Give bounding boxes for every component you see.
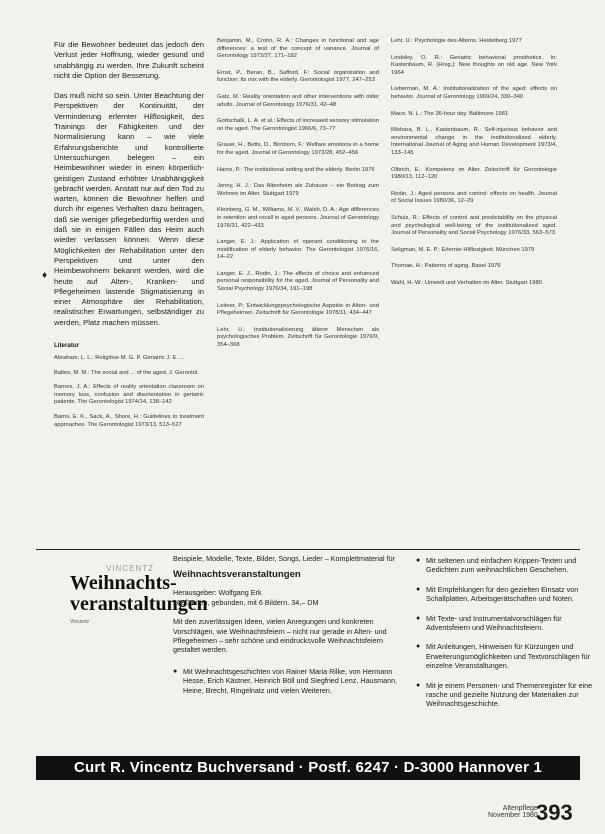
reference-entry: Jenny, H. J.: Das Altenheim als Zuhause – ein Beitrag zum Wohnen im Alter. Stuttgart 1979 bbox=[217, 183, 379, 197]
book-advertisement bbox=[36, 550, 593, 828]
reference-entry: Baltes, M. M.: The social and ... of the aged. J. Gerontol. bbox=[54, 369, 199, 376]
reference-entry: Thomae, H.: Patterns of aging. Basel 1976 bbox=[391, 263, 501, 270]
body-paragraph: Für die Bewohner bedeutet das jedoch den Verlust jeder Hoffnung, wieder gesund und unabhängig zu werden. Ihre Zukunft scheint nicht die Option der Besserung. bbox=[54, 40, 204, 80]
page-number: 393 bbox=[536, 800, 573, 825]
reference-entry: Gottschalk, L. A. et al.: Effects of increased sensory stimulation on the aged. The Gerontologist 1966/6, 73–77 bbox=[217, 118, 379, 132]
book-cover-title: Weihnachts- veranstaltungen bbox=[70, 572, 208, 615]
ad-right-column bbox=[416, 556, 594, 719]
ad-bullet: ● Mit Weihnachtsgeschichten von Rainer Maria Rilke, von Hermann Hesse, Erich Kästner, Heinrich Böll und Siegfried Lenz, Hausmann, Heine, Brecht, Ringelnatz und vielen Weiteren. bbox=[173, 667, 399, 695]
ad-middle-column bbox=[173, 554, 399, 705]
publication-info: Altenpflege November 1980 bbox=[488, 805, 538, 819]
reference-entry: Gatz, M.: Reality orientation and other interventions with older adults. Journal of Gerontology 1976/31, 42–48 bbox=[217, 93, 379, 108]
ad-bullet: ● Mit Anleitungen, Hinweisen für Kürzungen und Erweiterungsmöglichkeiten und Textvorschlägen für einzelne Veranstaltungen. bbox=[416, 642, 594, 670]
reference-entry: Barnes, J. A.: Effects of reality orientation classroom on memory loss, confusion and disorientation in geriatric patients. The Gerontologist 1974/14, 138–142 bbox=[54, 384, 204, 406]
reference-entry: Leitner, P.: Entwicklungspsychologische Aspekte in Alten- und Pflegeheimen. Zeitschrift für Gerontologie 1978/11, 434–447 bbox=[217, 302, 379, 317]
reference-entry: Harris, P.: The institutional setting and the elderly. Berlin 1976 bbox=[217, 166, 375, 173]
reference-entry: Lehr, U.: Institutionalisierung älterer Menschen als psychologisches Problem. Zeitschrift für Gerontologie 1976/9, 354–368 bbox=[217, 326, 379, 349]
reference-entry: Seligman, M. E. P.: Erlernte Hilflosigkeit. München 1979 bbox=[391, 246, 535, 253]
ad-editor: Herausgeber: Wolfgang Erk bbox=[173, 588, 262, 598]
margin-marker: ♦ bbox=[42, 270, 48, 281]
reference-entry: Abraham, L. L.: Religiöse M. G. P. Geriatric J. E. ... bbox=[54, 355, 185, 362]
reference-entry: Wahl, H.-W.: Umwelt und Verhalten im Alter. Stuttgart 1980 bbox=[391, 279, 542, 286]
reference-entry: Rodin, J.: Aged persons and control: effects on health. Journal of Social Issues 1980/36, 12–29 bbox=[391, 190, 557, 205]
reference-entry: Grauer, H., Betts, D., Birnbom, F.: Welfare emotions in a home for the aged. Journal of Gerontology 1973/28, 452–456 bbox=[217, 142, 379, 156]
ad-pages-price: 268 Seiten, gebunden, mit 6 Bildern. 34,– DM bbox=[173, 597, 319, 607]
reference-entry: Lehr, U.: Psychologie des Alterns. Heidelberg 1977 bbox=[391, 38, 522, 44]
reference-entry: Ernst, P., Beran, B., Safford, F.: Social organization and function: its mix with the elderly. Gerontologist 1977, 247–253 bbox=[217, 69, 379, 84]
reference-entry: Kleinberg, G. M., Williams, M. V., Walsh, D. A.: Age differences in retention and recall in aged persons. Journal of Gerontology 1976/31, 422–433 bbox=[217, 207, 379, 229]
ad-intro: Beispiele, Modelle, Texte, Bilder, Songs, Lieder – Komplettmaterial für bbox=[173, 554, 395, 563]
ad-bullet: ● Mit Empfehlungen für den gezielten Einsatz von Schallplatten, Arbeitsgerätschaften und Noten. bbox=[416, 585, 594, 604]
reference-entry: Olbrich, E.: Kompetenz im Alter. Zeitschrift für Gerontologie 1980/13, 112–120 bbox=[391, 166, 557, 181]
ad-bullet: ● Mit Texte- und Instrumentalvorschlägen für Adventsfeiern und Weihnachtsfeiern. bbox=[416, 614, 594, 633]
ad-bullet: ● Mit je einem Personen- und Themenregister für eine rasche und gezielte Nutzung der Materialien zur Weihnachtsgeschichte. bbox=[416, 681, 594, 709]
book-cover-small-text: Vincentz bbox=[70, 619, 90, 625]
reference-entry: Barns, E. K., Sack, A., Shore, H.: Guidelines to treatment approaches. The Gerontologist 1973/13, 513–527 bbox=[54, 413, 204, 428]
body-paragraph: Das muß nicht so sein. Unter Beachtung der Perspektiven der Kontinuität, der Verminderung erlernter Hilflosigkeit, des Trainings der Fähigkeiten und der Normalisierung kann – wie viele Erfahrungsberichte und kontrollierte Untersuchungen belegen – ein Heimbewohner wieder in einen körperlich-geistigen Zustand erhöhter Unabhängigkeit gebracht werden. Anstatt nur auf den Tod zu warten, können die Bewohner helfen und durch ihr eigenes Verhalten dazu beitragen, daß sie weniger pflegebedürftig werden und daß sie in einigen Fällen das Heim auch wieder verlassen können. Wenn diese Möglichkeiten der Rehabilitation unter den Perspektiven und unter den Heimbewohnern bekannt werden, wird die heute auf Alten-, Kranken- und Pflegeheimen lastende Stigmatisierung in einer Atmosphäre der Rehabilitation, realistischer Erwartungen, selbständiger zu werden, Platz machen müssen. bbox=[54, 91, 204, 327]
reference-column-middle bbox=[217, 38, 379, 359]
reference-entry: Lindsley, O. R.: Geriatric behavioral prosthetics. In: Kastenbaum, R. (Hrsg.): New thoughts on old age. New York 1964 bbox=[391, 54, 557, 76]
publisher-mark: VINCENTZ bbox=[106, 564, 154, 573]
literature-heading: Literatur bbox=[54, 342, 80, 350]
reference-entry: Lieberman, M. A.: Institutionalization of the aged: effects on behavior. Journal of Gerontology 1969/24, 330–340 bbox=[391, 86, 557, 100]
reference-entry: Benjamin, M., Crohn, R. A.: Changes in functional and age differences: a test of the concept of variance. Journal of Gerontology 1972/27, 171–182 bbox=[217, 38, 379, 60]
reference-column-right bbox=[391, 38, 557, 296]
reference-entry: Mace, N. L.: The 36-hour day. Baltimore 1981 bbox=[391, 110, 509, 117]
reference-entry: Mishara, B. L., Kastenbaum, R.: Self-injurious behavior and environmental change in the institutionalized elderly. International Journal of Aging and Human Development 1973/4, 133–145 bbox=[391, 127, 557, 156]
text-column-left bbox=[54, 40, 204, 436]
reference-entry: Langer, E. J.: Application of operant conditioning to the modification of elderly behavior. The Gerontologist 1976/16, 14–22 bbox=[217, 239, 379, 261]
ad-book-title: Weihnachtsveranstaltungen bbox=[173, 569, 301, 581]
reference-entry: Langer, E. J., Rodin, J.: The effects of choice and enhanced personal responsibility for the aged. Journal of Personality and Social Psychology 1976/34, 191–198 bbox=[217, 270, 379, 293]
ad-bullet: ● Mit seltenen und einfachen Krippen-Texten und Gedichten zum weihnachtlichen Geschehen. bbox=[416, 556, 594, 575]
order-address-banner: Curt R. Vincentz Buchversand · Postf. 6247 · D-3000 Hannover 1 bbox=[36, 756, 580, 780]
ad-description: Mit den zuverlässigen Ideen, vielen Anregungen und konkreten Vorschlägen, wie Weihnachtsfeiern – nicht nur gerade in Alten- und Pflegeheimen – sehr schöne und eindrucksvolle Weihnachtsfeiern gestaltet werden. bbox=[173, 617, 387, 655]
reference-entry: Schulz, R.: Effects of control and predictability on the physical and psychological well-being of the institutionalized aged. Journal of Personality and Social Psychology 1976/33, 563–573 bbox=[391, 214, 557, 237]
